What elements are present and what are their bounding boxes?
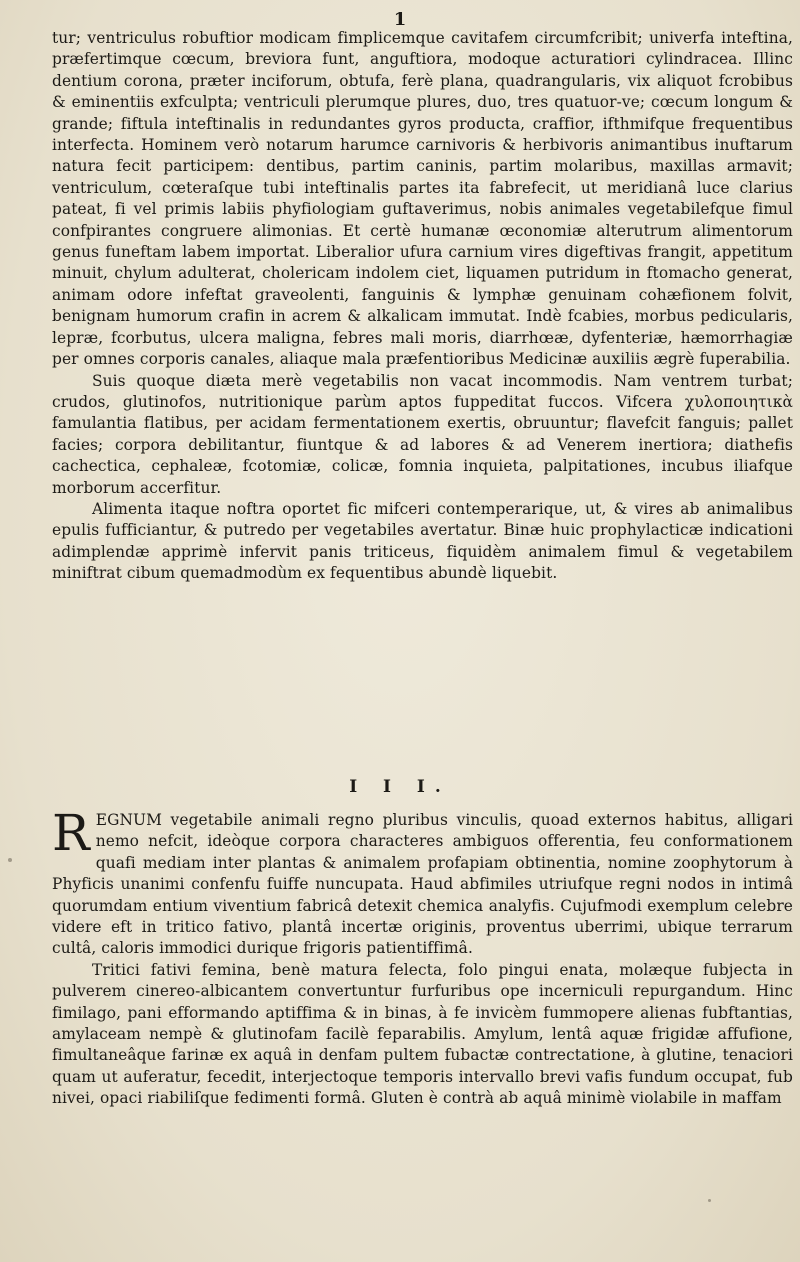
paragraph-regnum-vegetabile [52, 804, 793, 960]
paragraph-vegetable-diet: Suis quoque diæta merè vegetabilis non vacat incommodis. Nam ventrem turbat; crudos, glutinofos, nutritionique parùm aptos fuppeditat fuccos. Vifcera χυλοποιητικὰ famulantia flatibus, per acidam fermentationem exertis, obruuntur; flavefcit fanguis; pallet facies; corpora debilitantur, fiuntque & ad labores & ad Venerem inertiora; diathefis cachectica, cephaleæ, fcotomiæ, colicæ, fomnia inquieta, palpitationes, incubus iliafque morborum accerfitur. [52, 371, 793, 497]
page-folio: 1 [393, 9, 407, 30]
paragraph-tritici-sativi: Tritici fativi femina, benè matura felecta, folo pingui enata, molæque fubjecta in pulverem cinereo-albicantem convertuntur furfuribus ope incerniculi repurgandum. Hinc fimilago, pani efformando aptiffima & in binas, à fe invicèm fummopere alienas fubftantias, amylaceam nempè & glutinofam facilè feparabilis. Amylum, lentâ aquæ frigidæ affufione, fimultaneâque farinæ ex aquâ in denfam pultem fubactæ contrectatione, à glutine, tenaciori quam ut auferatur, fecedit, interjectoque temporis intervallo brevi vafis fundum occupat, fub nivei, opaci riabiliſque fedimenti formâ. Gluten è contrà ab aquâ minimè violabile in maffam [52, 960, 793, 1108]
paragraph-regnum-text: EGNUM vegetabile animali regno pluribus vinculis, quoad externos habitus, alligari nemo nefcit, ideòque corpora characteres ambiguos offerentia, feu conformationem quafi mediam inter plantas & animalem profapiam obtinentia, nomine zoophytorum à Phyficis unanimi confenfu fuiffe nuncupata. Haud abfimiles utriufque regni nodos in intimâ quorumdam entium viventium fabricâ detexit chemica analyfis. Cujufmodi exemplum celebre videre eft in tritico fativo, plantâ incertæ originis, proventus uberrimi, ubique terrarum cultâ, caloris immodici durique frigoris patientiffimâ. [52, 811, 793, 958]
text-block-continuation [52, 28, 793, 585]
text-block-section-three [52, 804, 793, 1110]
paragraph-continuation: tur; ventriculus robuftior modicam fimplicemque cavitafem circumfcribit; univerfa inteftina, præfertimque cœcum, breviora funt, anguftiora, modoque acturatiori cylindracea. Illinc dentium corona, præter inciforum, obtufa, ferè plana, quadrangularis, vix aliquot fcrobibus & eminentiis exfculpta; ventriculi plerumque plures, duo, tres quatuor-ve; cœcum longum & grande; fiftula inteftinalis in redundantes gyros producta, craffior, ifthmifque frequentibus interfecta. Hominem verò notarum harumce carnivoris & herbivoris animantibus inuftarum natura fecit participem: dentibus, partim caninis, partim molaribus, maxillas armavit; ventriculum, cœteraſque tubi inteftinalis partes ita fabrefecit, ut meridianâ luce clarius pateat, fi vel primis labiis phyfiologiam guftaverimus, nobis animales vegetabilefque fimul confpirantes congruere alimonias. Et certè humanæ œconomiæ alterutrum alimentorum genus funeftam labem importat. Liberalior ufura carnium vires digeftivas frangit, appetitum minuit, chylum adulterat, cholericam indolem ciet, liquamen putridum in ftomacho generat, animam odore infeftat graveolenti, fanguinis & lymphæ genuinam cohæfionem folvit, benignam humorum crafin in acrem & alkalicam immutat. Indè fcabies, morbus pedicularis, lepræ, fcorbutus, ulcera maligna, febres mali moris, diarrhœæ, dyfenteriæ, hæmorrhagiæ per omnes corporis canales, aliaque mala præfentioribus Medicinæ auxiliis ægrè fuperabilia. [52, 29, 793, 369]
drop-cap-initial: R [52, 804, 90, 862]
section-heading: I I I. [349, 777, 451, 797]
paper-speck [708, 1199, 711, 1202]
paper-speck [8, 858, 12, 862]
paragraph-mixed-diet: Alimenta itaque noftra oportet fic mifceri contemperarique, ut, & vires ab animalibus epulis fufficiantur, & putredo per vegetabiles avertatur. Binæ huic prophylacticæ indicationi adimplendæ apprimè infervit panis triticeus, fiquidèm animalem fimul & vegetabilem miniftrat cibum quemadmodùm ex fequentibus abundè liquebit. [52, 499, 793, 583]
